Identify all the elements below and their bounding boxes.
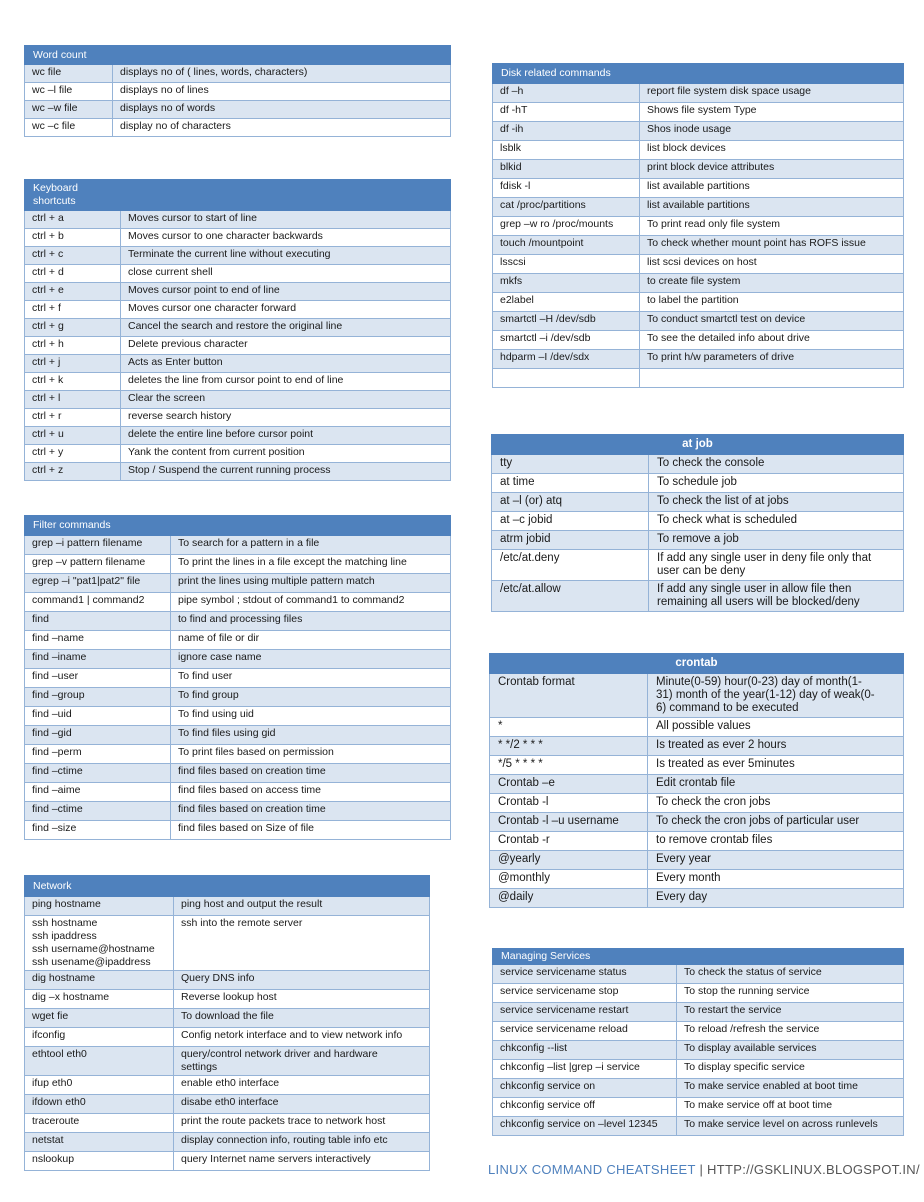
command-cell: ctrl + y [25,445,121,463]
table-row [25,764,451,783]
description-cell: print the lines using multiple pattern match [171,574,451,593]
command-cell: grep –i pattern filename [25,536,171,555]
table-row [492,581,904,612]
table-row [490,718,904,737]
command-cell: ifdown eth0 [25,1095,174,1114]
table-header-row [25,180,451,211]
description-cell: Shos inode usage [640,122,904,141]
command-cell: * [490,718,648,737]
description-cell: find files based on creation time [171,764,451,783]
description-cell: to label the partition [640,293,904,312]
description-cell: Yank the content from current position [121,445,451,463]
command-cell: df –h [493,84,640,103]
command-cell: tty [492,455,649,474]
command-cell: lsblk [493,141,640,160]
table-row [492,512,904,531]
table-row [490,832,904,851]
table-row [493,274,904,293]
table-row [25,355,451,373]
footer-title: LINUX COMMAND CHEATSHEET [488,1162,696,1177]
description-cell: To stop the running service [677,984,904,1003]
command-cell: chkconfig service on [493,1079,677,1098]
description-cell: To print read only file system [640,217,904,236]
table-row [25,612,451,631]
at-job-table [491,434,904,612]
footer [488,1162,920,1177]
description-cell: To make service off at boot time [677,1098,904,1117]
description-cell: Terminate the current line without executing [121,247,451,265]
command-cell: ctrl + e [25,283,121,301]
table-header-row [493,64,904,84]
description-cell: Every year [648,851,904,870]
command-cell: dig –x hostname [25,990,174,1009]
command-cell: nslookup [25,1152,174,1171]
at-job-title: at job [492,435,904,455]
command-cell: Crontab -l [490,794,648,813]
command-cell: find –name [25,631,171,650]
table-row [25,631,451,650]
table-row [493,1060,904,1079]
description-cell: Reverse lookup host [174,990,430,1009]
table-row [25,745,451,764]
command-cell: smartctl –i /dev/sdb [493,331,640,350]
description-cell: To check the console [649,455,904,474]
command-cell: ethtool eth0 [25,1047,174,1076]
description-cell: To find using uid [171,707,451,726]
table-row [25,463,451,481]
network-table [24,875,430,1171]
description-cell: To find user [171,669,451,688]
table-row [493,141,904,160]
description-cell: To remove a job [649,531,904,550]
table-row [493,350,904,369]
command-cell: */5 * * * * [490,756,648,775]
table-row [490,794,904,813]
description-cell: Cancel the search and restore the original line [121,319,451,337]
command-cell: dig hostname [25,971,174,990]
description-cell: reverse search history [121,409,451,427]
command-cell: blkid [493,160,640,179]
command-cell: Crontab format [490,674,648,718]
command-cell: traceroute [25,1114,174,1133]
table-row [25,650,451,669]
table-header-row [25,516,451,536]
description-cell: Delete previous character [121,337,451,355]
table-row [493,160,904,179]
table-row [25,211,451,229]
description-cell: displays no of ( lines, words, characters) [113,65,451,83]
command-cell: netstat [25,1133,174,1152]
command-cell: cat /proc/partitions [493,198,640,217]
crontab-title: crontab [490,654,904,674]
command-cell: wget fie [25,1009,174,1028]
description-cell: query/control network driver and hardware settings [174,1047,430,1076]
description-cell: ping host and output the result [174,897,430,916]
table-row [25,1095,430,1114]
table-row [493,312,904,331]
description-cell: Clear the screen [121,391,451,409]
command-cell: e2label [493,293,640,312]
command-cell: at time [492,474,649,493]
filter-commands-title: Filter commands [25,516,451,536]
description-cell: To reload /refresh the service [677,1022,904,1041]
command-cell: ssh hostname ssh ipaddress ssh username@hostname ssh usename@ipaddress [25,916,174,971]
description-cell: print the route packets trace to network host [174,1114,430,1133]
command-cell: ctrl + c [25,247,121,265]
command-cell: chkconfig –list |grep –i service [493,1060,677,1079]
table-header-row [493,949,904,965]
table-row [25,83,451,101]
command-cell: ctrl + j [25,355,121,373]
command-cell: find [25,612,171,631]
command-cell: wc –c file [25,119,113,137]
table-row [493,255,904,274]
table-row [493,369,904,388]
description-cell: disabe eth0 interface [174,1095,430,1114]
table-row [25,265,451,283]
description-cell: Minute(0-59) hour(0-23) day of month(1- 31) month of the year(1-12) day of weak(0- 6) command to be executed [648,674,904,718]
table-row [25,990,430,1009]
description-cell: Moves cursor to start of line [121,211,451,229]
description-cell: To download the file [174,1009,430,1028]
command-cell: ctrl + l [25,391,121,409]
command-cell: mkfs [493,274,640,293]
command-cell: chkconfig service on –level 12345 [493,1117,677,1136]
table-header-row [492,435,904,455]
command-cell: at –c jobid [492,512,649,531]
command-cell: command1 | command2 [25,593,171,612]
footer-separator: | [695,1162,708,1177]
description-cell: To schedule job [649,474,904,493]
table-row [493,1098,904,1117]
description-cell: To search for a pattern in a file [171,536,451,555]
table-row [25,229,451,247]
description-cell: To find files using gid [171,726,451,745]
command-cell: find –uid [25,707,171,726]
filter-commands-table [24,515,451,840]
table-row [492,493,904,512]
description-cell: deletes the line from cursor point to end of line [121,373,451,391]
description-cell: All possible values [648,718,904,737]
command-cell: ctrl + z [25,463,121,481]
description-cell: To print h/w parameters of drive [640,350,904,369]
command-cell: fdisk -l [493,179,640,198]
command-cell: ctrl + g [25,319,121,337]
command-cell: touch /mountpoint [493,236,640,255]
table-row [25,555,451,574]
description-cell: To check the list of at jobs [649,493,904,512]
command-cell: ctrl + d [25,265,121,283]
description-cell: list scsi devices on host [640,255,904,274]
description-cell: To print the lines in a file except the matching line [171,555,451,574]
table-row [25,574,451,593]
command-cell: Crontab -r [490,832,648,851]
description-cell: To make service enabled at boot time [677,1079,904,1098]
description-cell: If add any single user in deny file only that user can be deny [649,550,904,581]
table-row [25,707,451,726]
disk-commands-table [492,63,904,388]
description-cell: find files based on access time [171,783,451,802]
table-row [490,851,904,870]
table-row [25,119,451,137]
managing-services-table [492,948,904,1136]
table-row [493,1117,904,1136]
description-cell: to remove crontab files [648,832,904,851]
table-row [493,122,904,141]
description-cell: list block devices [640,141,904,160]
table-row [25,971,430,990]
table-row [25,726,451,745]
command-cell: atrm jobid [492,531,649,550]
command-cell: ctrl + k [25,373,121,391]
table-header-row [25,46,451,65]
description-cell: print block device attributes [640,160,904,179]
network-title: Network [25,876,430,897]
table-row [490,889,904,908]
keyboard-shortcuts-table [24,179,451,481]
table-row [25,445,451,463]
table-row [25,373,451,391]
description-cell: To conduct smartctl test on device [640,312,904,331]
table-row [25,101,451,119]
table-row [25,688,451,707]
table-row [25,301,451,319]
table-row [492,474,904,493]
table-row [493,198,904,217]
description-cell: list available partitions [640,179,904,198]
command-cell: hdparm –I /dev/sdx [493,350,640,369]
description-cell: Query DNS info [174,971,430,990]
command-cell: /etc/at.deny [492,550,649,581]
table-row [25,391,451,409]
description-cell: To check the cron jobs [648,794,904,813]
table-row [493,1003,904,1022]
command-cell: grep –v pattern filename [25,555,171,574]
description-cell: To restart the service [677,1003,904,1022]
table-row [25,1152,430,1171]
table-row [493,236,904,255]
description-cell [640,369,904,388]
disk-commands-title: Disk related commands [493,64,904,84]
description-cell: query Internet name servers interactively [174,1152,430,1171]
description-cell: close current shell [121,265,451,283]
description-cell: report file system disk space usage [640,84,904,103]
table-row [492,550,904,581]
table-row [25,916,430,971]
table-row [25,1047,430,1076]
description-cell: Moves cursor one character forward [121,301,451,319]
description-cell: ssh into the remote server [174,916,430,971]
command-cell: Crontab -l –u username [490,813,648,832]
description-cell: Every month [648,870,904,889]
command-cell: egrep –i "pat1|pat2" file [25,574,171,593]
table-row [25,409,451,427]
word-count-title: Word count [25,46,451,65]
table-row [25,65,451,83]
command-cell: lsscsi [493,255,640,274]
command-cell: service servicename reload [493,1022,677,1041]
table-row [490,737,904,756]
command-cell: ctrl + a [25,211,121,229]
table-row [25,593,451,612]
table-row [490,674,904,718]
command-cell: find –user [25,669,171,688]
description-cell: name of file or dir [171,631,451,650]
command-cell: find –group [25,688,171,707]
command-cell: service servicename stop [493,984,677,1003]
command-cell: ctrl + h [25,337,121,355]
command-cell: service servicename status [493,965,677,984]
command-cell: /etc/at.allow [492,581,649,612]
command-cell: find –size [25,821,171,840]
table-row [493,217,904,236]
command-cell: * */2 * * * [490,737,648,756]
table-row [25,427,451,445]
table-row [25,669,451,688]
crontab-table [489,653,904,908]
command-cell: smartctl –H /dev/sdb [493,312,640,331]
command-cell: @daily [490,889,648,908]
description-cell: Is treated as ever 2 hours [648,737,904,756]
description-cell: displays no of words [113,101,451,119]
description-cell: To make service level on across runlevels [677,1117,904,1136]
table-row [490,813,904,832]
managing-services-title: Managing Services [493,949,904,965]
command-cell: ctrl + u [25,427,121,445]
command-cell: wc file [25,65,113,83]
word-count-table [24,45,451,137]
command-cell [493,369,640,388]
description-cell: To see the detailed info about drive [640,331,904,350]
description-cell: To check the status of service [677,965,904,984]
description-cell: To display specific service [677,1060,904,1079]
table-row [492,531,904,550]
command-cell: ping hostname [25,897,174,916]
command-cell: service servicename restart [493,1003,677,1022]
table-row [25,283,451,301]
table-row [493,179,904,198]
description-cell: To check what is scheduled [649,512,904,531]
table-row [25,1114,430,1133]
table-header-row [490,654,904,674]
command-cell: ctrl + b [25,229,121,247]
description-cell: To check the cron jobs of particular user [648,813,904,832]
table-row [493,1022,904,1041]
footer-url: HTTP://GSKLINUX.BLOGSPOT.IN/ [707,1162,920,1177]
table-row [25,1009,430,1028]
description-cell: display no of characters [113,119,451,137]
command-cell: grep –w ro /proc/mounts [493,217,640,236]
table-row [493,1079,904,1098]
table-row [493,103,904,122]
description-cell: Moves cursor point to end of line [121,283,451,301]
command-cell: find –perm [25,745,171,764]
description-cell: To display available services [677,1041,904,1060]
command-cell: find –iname [25,650,171,669]
command-cell: wc –l file [25,83,113,101]
command-cell: ctrl + f [25,301,121,319]
description-cell: To find group [171,688,451,707]
table-row [492,455,904,474]
command-cell: ifconfig [25,1028,174,1047]
table-row [490,775,904,794]
table-row [25,247,451,265]
table-row [493,84,904,103]
description-cell: find files based on creation time [171,802,451,821]
command-cell: find –ctime [25,802,171,821]
command-cell: find –aime [25,783,171,802]
table-row [493,965,904,984]
command-cell: chkconfig service off [493,1098,677,1117]
table-row [25,536,451,555]
table-row [25,802,451,821]
table-row [25,337,451,355]
command-cell: ctrl + r [25,409,121,427]
table-row [25,1076,430,1095]
command-cell: df -hT [493,103,640,122]
description-cell: to find and processing files [171,612,451,631]
table-row [25,783,451,802]
table-row [490,870,904,889]
description-cell: Acts as Enter button [121,355,451,373]
command-cell: @yearly [490,851,648,870]
command-cell: chkconfig --list [493,1041,677,1060]
description-cell: to create file system [640,274,904,293]
keyboard-shortcuts-title: Keyboard shortcuts [25,180,451,211]
description-cell: Edit crontab file [648,775,904,794]
table-row [493,1041,904,1060]
description-cell: Shows file system Type [640,103,904,122]
description-cell: Stop / Suspend the current running process [121,463,451,481]
table-row [25,897,430,916]
table-row [25,1133,430,1152]
description-cell: display connection info, routing table info etc [174,1133,430,1152]
description-cell: enable eth0 interface [174,1076,430,1095]
description-cell: To check whether mount point has ROFS issue [640,236,904,255]
table-header-row [25,876,430,897]
command-cell: Crontab –e [490,775,648,794]
description-cell: To print files based on permission [171,745,451,764]
table-row [490,756,904,775]
description-cell: delete the entire line before cursor point [121,427,451,445]
description-cell: ignore case name [171,650,451,669]
description-cell: Every day [648,889,904,908]
description-cell: Is treated as ever 5minutes [648,756,904,775]
command-cell: wc –w file [25,101,113,119]
command-cell: @monthly [490,870,648,889]
table-row [493,984,904,1003]
table-row [493,293,904,312]
table-row [493,331,904,350]
command-cell: find –gid [25,726,171,745]
description-cell: Moves cursor to one character backwards [121,229,451,247]
table-row [25,319,451,337]
description-cell: displays no of lines [113,83,451,101]
command-cell: at –l (or) atq [492,493,649,512]
command-cell: find –ctime [25,764,171,783]
table-row [25,1028,430,1047]
description-cell: pipe symbol ; stdout of command1 to command2 [171,593,451,612]
table-row [25,821,451,840]
description-cell: list available partitions [640,198,904,217]
command-cell: ifup eth0 [25,1076,174,1095]
command-cell: df -ih [493,122,640,141]
description-cell: If add any single user in allow file then remaining all users will be blocked/deny [649,581,904,612]
description-cell: find files based on Size of file [171,821,451,840]
description-cell: Config netork interface and to view network info [174,1028,430,1047]
